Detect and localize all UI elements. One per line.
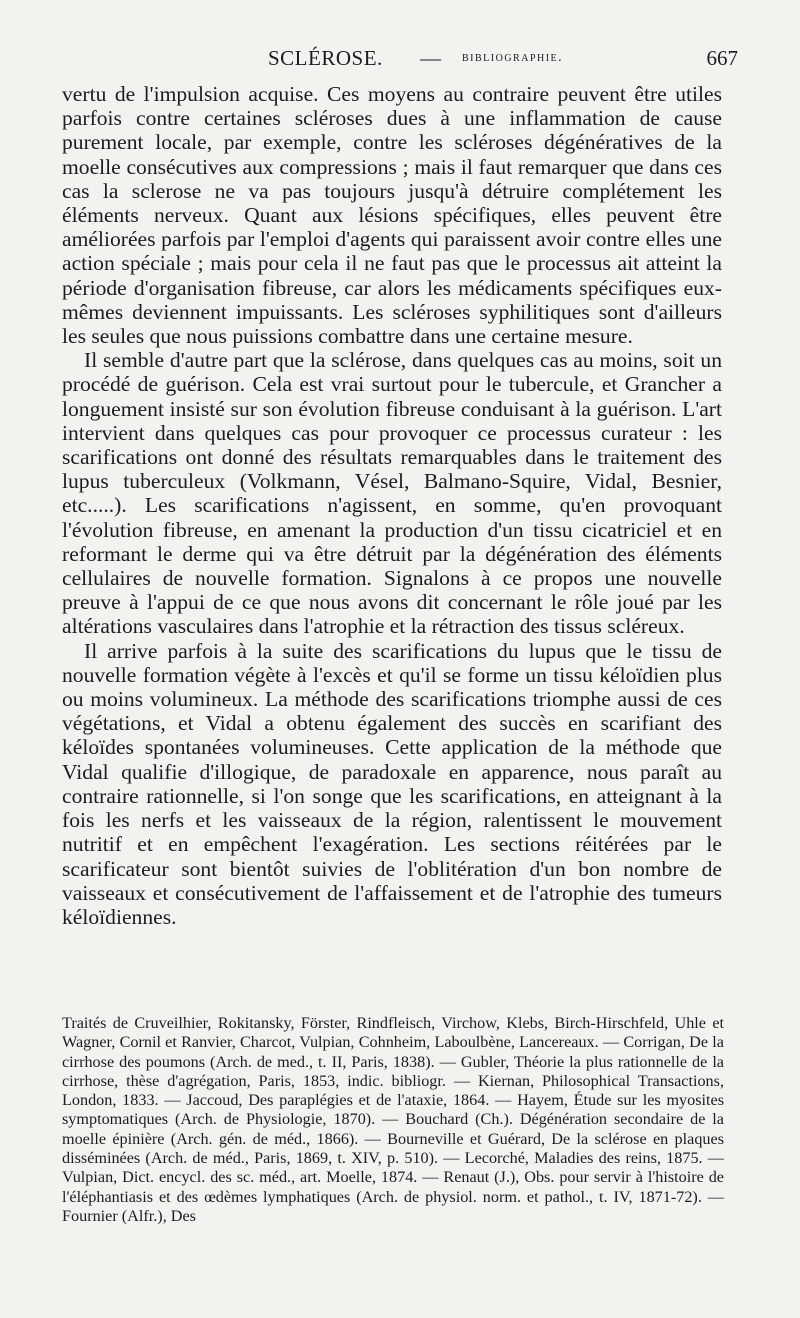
running-header xyxy=(62,46,738,76)
running-title: SCLÉROSE. xyxy=(268,46,383,70)
header-dash: — xyxy=(420,46,441,70)
bibliography-text: Traités de Cruveilhier, Rokitansky, Förster, Rindfleisch, Virchow, Klebs, Birch-Hirschfeld, Uhle et Wagner, Cornil et Ranvier, Charcot, Vulpian, Cohnheim, Laboulbène, Lancereaux. — Corrigan, De la cirrhose des poumons (Arch. de med., t. II, Paris, 1838). — Gubler, Théorie la plus rationnelle de la cirrhose, thèse d'agrégation, Paris, 1853, indic. bibliogr. — Kiernan, Philosophical Transactions, London, 1833. — Jaccoud, Des paraplégies et de l'ataxie, 1864. — Hayem, Étude sur les myosites symptomatiques (Arch. de Physiologie, 1870). — Bouchard (Ch.). Dégénération secondaire de la moelle épinière (Arch. gén. de méd., 1866). — Bourneville et Guérard, De la sclérose en plaques disséminées (Arch. de méd., Paris, 1869, t. XIV, p. 510). — Lecorché, Maladies des reins, 1875. — Vulpian, Dict. encycl. des sc. méd., art. Moelle, 1874. — Renaut (J.), Obs. pour servir à l'histoire de l'éléphantiasis et des œdèmes lymphatiques (Arch. de physiol. norm. et pathol., t. IV, 1871-72). — Fournier (Alfr.), Des xyxy=(62,1014,724,1225)
paragraph-1: vertu de l'impulsion acquise. Ces moyens au contraire peuvent être utiles parfois contre certaines scléroses dues à une inflammation de cause purement locale, par exemple, contre les scléroses dégénératives de la moelle consécutives aux compressions ; mais il faut remarquer que dans ces cas la sclerose ne va pas toujours jusqu'à détruire complétement les éléments nerveux. Quant aux lésions spécifiques, elles peuvent être améliorées parfois par l'emploi d'agents qui paraissent avoir contre elles une action spéciale ; mais pour cela il ne faut pas que le processus ait atteint la période d'organisation fibreuse, car alors les médicaments spécifiques eux-mêmes deviennent impuissants. Les scléroses syphilitiques sont d'ailleurs les seules que nous puissions combattre dans une certaine mesure. xyxy=(62,82,722,349)
page-number: 667 xyxy=(706,46,738,70)
paragraph-2: Il semble d'autre part que la sclérose, dans quelques cas au moins, soit un procédé de guérison. Cela est vrai surtout pour le tubercule, et Grancher a longuement insisté sur son évolution fibreuse conduisant à la guérison. L'art intervient dans quelques cas pour provoquer ce processus curateur : les scarifications ont donné des résultats remarquables dans le traitement des lupus tuberculeux (Volkmann, Vésel, Balmano-Squire, Vidal, Besnier, etc.....). Les scarifications n'agissent, en somme, qu'en provoquant l'évolution fibreuse, en amenant la production d'un tissu cicatriciel et en reformant le derme qui va être détruit par la dégénération des éléments cellulaires de nouvelle formation. Signalons à ce propos une nouvelle preuve à l'appui de ce que nous avons dit concernant le rôle joué par les altérations vasculaires dans l'atrophie et la rétraction des tissus scléreux. xyxy=(62,348,722,639)
section-name: bibliographie. xyxy=(462,50,564,65)
bibliography xyxy=(62,1014,724,1226)
paragraph-3: Il arrive parfois à la suite des scarifications du lupus que le tissu de nouvelle formation végète à l'excès et qu'il se forme un tissu kéloïdien plus ou moins volumineux. La méthode des scarifications triomphe aussi de ces végétations, et Vidal a obtenu également des succès en scarifiant des kéloïdes spontanées volumineuses. Cette application de la méthode que Vidal qualifie d'illogique, de paradoxale en apparence, nous paraît au contraire rationnelle, si l'on songe que les scarifications, en atteignant à la fois les nerfs et les vaisseaux de la région, ralentissent le mouvement nutritif et en empêchent l'exagération. Les sections réitérées par le scarificateur sont bientôt suivies de l'oblitération d'un bon nombre de vaisseaux et consécutivement de l'affaissement et de l'atrophie des tumeurs kéloïdiennes. xyxy=(62,638,722,929)
main-text xyxy=(62,82,722,929)
